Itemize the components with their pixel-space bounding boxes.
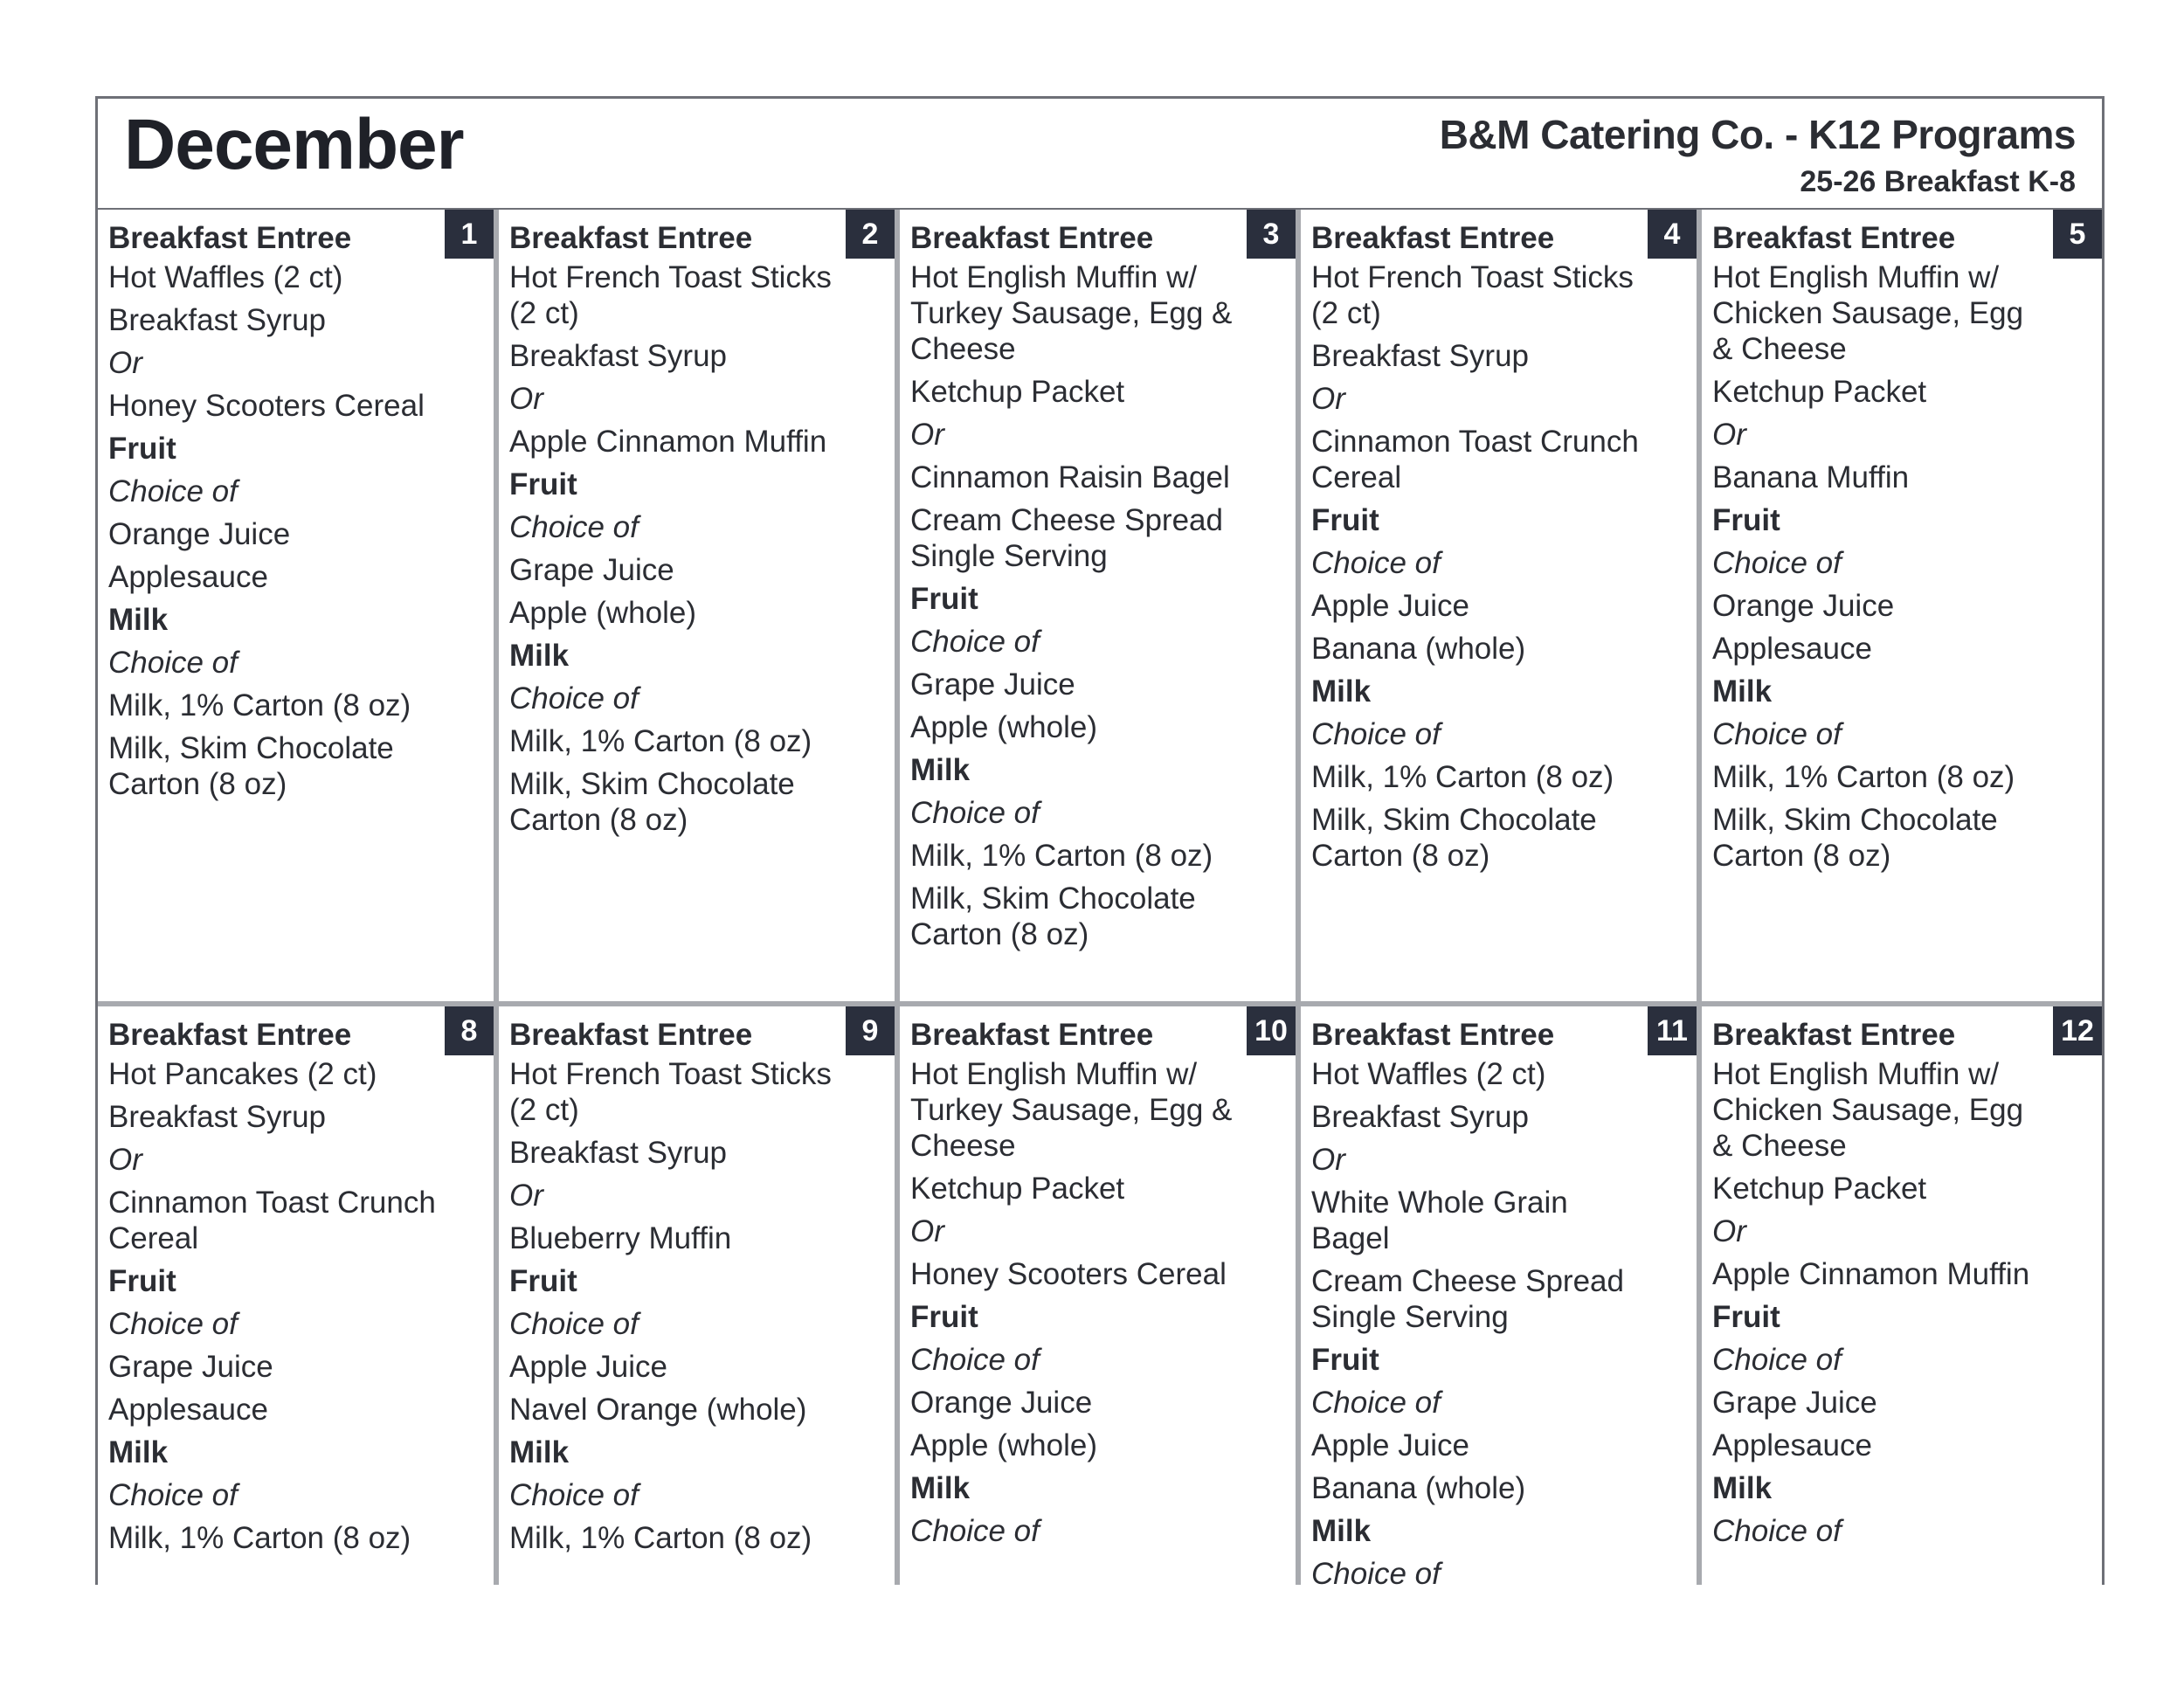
menu-item: Hot English Muffin w/ Turkey Sausage, Egg & Cheese [910,1057,1233,1163]
menu-item: Applesauce [1712,1428,1872,1462]
menu-item: Ketchup Packet [1712,375,1927,409]
day-number-badge: 10 [1247,1006,1296,1055]
menu-item: Applesauce [108,560,268,594]
day-cell [499,1006,900,1585]
menu-item: Breakfast Syrup [1311,339,1529,373]
menu-item: Milk, Skim Chocolate Carton (8 oz) [910,882,1196,951]
section-heading-entree: Breakfast Entree [1311,221,1555,255]
section-heading-entree: Breakfast Entree [509,1018,753,1052]
menu-item: Hot Waffles (2 ct) [108,260,343,294]
menu-item: Hot French Toast Sticks (2 ct) [509,1057,832,1127]
menu-item: White Whole Grain Bagel [1311,1186,1568,1255]
menu-item: Breakfast Syrup [108,1100,326,1134]
section-heading: Milk [910,753,971,787]
section-heading: Fruit [1311,503,1379,537]
menu-note: Choice of [1712,717,1842,751]
day-cell [900,1006,1301,1585]
section-heading-entree: Breakfast Entree [1712,221,1956,255]
section-heading: Fruit [910,582,978,616]
menu-note: Or [1311,1143,1345,1177]
menu-item: Apple Juice [1311,1428,1469,1462]
section-heading: Milk [1311,674,1372,709]
menu-item: Hot French Toast Sticks (2 ct) [509,260,832,330]
menu-note: Choice of [509,1307,639,1341]
menu-note: Choice of [1311,717,1441,751]
organization-name: B&M Catering Co. - K12 Programs [1439,112,2076,157]
menu-item: Applesauce [108,1393,268,1427]
menu-item: Milk, 1% Carton (8 oz) [108,1521,411,1555]
day-cell [1301,1006,1702,1585]
section-heading: Milk [1311,1514,1372,1548]
day-cell [98,210,499,1001]
section-heading: Fruit [108,1264,176,1298]
menu-item: Apple Cinnamon Muffin [509,425,827,459]
section-heading: Fruit [509,1264,577,1298]
menu-item: Cinnamon Toast Crunch Cereal [1311,425,1639,494]
menu-item: Blueberry Muffin [509,1221,732,1255]
menu-item: Honey Scooters Cereal [910,1257,1227,1291]
menu-item: Milk, 1% Carton (8 oz) [108,688,411,723]
menu-note: Or [509,1179,543,1213]
menu-note: Choice of [910,796,1040,830]
day-cell [98,1006,499,1585]
menu-note: Choice of [1712,1514,1842,1548]
menu-note: Choice of [108,1478,238,1512]
menu-note: Choice of [910,625,1040,659]
menu-item: Orange Juice [1712,589,1895,623]
menu-note: Or [1712,418,1746,452]
section-heading: Milk [108,603,169,637]
menu-note: Choice of [910,1514,1040,1548]
menu-note: Choice of [108,1307,238,1341]
menu-item: Milk, 1% Carton (8 oz) [910,839,1213,873]
section-heading: Fruit [910,1300,978,1334]
menu-item: Banana (whole) [1311,1471,1526,1505]
menu-item: Breakfast Syrup [108,303,326,337]
menu-item: Banana Muffin [1712,460,1910,494]
menu-note: Choice of [1311,1386,1441,1420]
menu-note: Choice of [509,681,639,716]
menu-item: Milk, Skim Chocolate Carton (8 oz) [108,731,394,801]
menu-note: Or [910,1214,944,1248]
menu-item: Milk, Skim Chocolate Carton (8 oz) [1712,803,1998,873]
section-heading-entree: Breakfast Entree [910,1018,1154,1052]
section-heading: Milk [509,639,570,673]
menu-item: Apple (whole) [509,596,696,630]
day-cell [1301,210,1702,1001]
menu-item: Hot Pancakes (2 ct) [108,1057,377,1091]
menu-item: Cinnamon Toast Crunch Cereal [108,1186,436,1255]
section-heading: Milk [1712,1471,1773,1505]
menu-item: Apple Juice [1311,589,1469,623]
menu-note: Or [1712,1214,1746,1248]
menu-note: Or [509,382,543,416]
menu-calendar [95,96,2105,1585]
section-heading-entree: Breakfast Entree [1712,1018,1956,1052]
section-heading: Fruit [108,432,176,466]
day-number-badge: 4 [1648,210,1697,259]
menu-item: Banana (whole) [1311,632,1526,666]
day-number-badge: 11 [1648,1006,1697,1055]
day-number-badge: 1 [445,210,494,259]
section-heading: Milk [910,1471,971,1505]
menu-item: Navel Orange (whole) [509,1393,807,1427]
menu-item: Apple (whole) [910,710,1097,744]
menu-item: Ketchup Packet [910,1172,1125,1206]
day-cell [900,210,1301,1001]
menu-note: Choice of [509,1478,639,1512]
menu-item: Grape Juice [509,553,674,587]
menu-item: Apple Juice [509,1350,667,1384]
section-heading: Milk [108,1435,169,1469]
menu-item: Cream Cheese Spread Single Serving [1311,1264,1624,1334]
menu-note: Choice of [1311,546,1441,580]
menu-item: Grape Juice [1712,1386,1877,1420]
section-heading: Fruit [509,467,577,501]
menu-item: Hot Waffles (2 ct) [1311,1057,1546,1091]
section-heading: Fruit [1712,1300,1780,1334]
section-heading: Fruit [1311,1343,1379,1377]
menu-item: Hot French Toast Sticks (2 ct) [1311,260,1634,330]
menu-item: Milk, 1% Carton (8 oz) [509,724,812,758]
menu-item: Milk, Skim Chocolate Carton (8 oz) [1311,803,1597,873]
menu-item: Milk, Skim Chocolate Carton (8 oz) [509,767,795,837]
day-number-badge: 2 [846,210,895,259]
menu-item: Hot English Muffin w/ Chicken Sausage, Egg & Cheese [1712,260,2024,366]
menu-item: Ketchup Packet [1712,1172,1927,1206]
day-cell [1702,1006,2102,1585]
section-heading-entree: Breakfast Entree [108,221,352,255]
menu-item: Applesauce [1712,632,1872,666]
day-number-badge: 5 [2053,210,2102,259]
menu-item: Hot English Muffin w/ Chicken Sausage, Egg & Cheese [1712,1057,2024,1163]
menu-note: Choice of [1311,1557,1441,1585]
menu-item: Cream Cheese Spread Single Serving [910,503,1223,573]
menu-note: Choice of [509,510,639,544]
menu-item: Milk, 1% Carton (8 oz) [509,1521,812,1555]
menu-item: Breakfast Syrup [509,1136,727,1170]
menu-note: Choice of [1712,546,1842,580]
menu-note: Or [108,346,142,380]
menu-item: Ketchup Packet [910,375,1125,409]
section-heading: Fruit [1712,503,1780,537]
section-heading-entree: Breakfast Entree [910,221,1154,255]
section-heading-entree: Breakfast Entree [1311,1018,1555,1052]
section-heading-entree: Breakfast Entree [108,1018,352,1052]
menu-item: Cinnamon Raisin Bagel [910,460,1230,494]
menu-note: Or [910,418,944,452]
menu-item: Milk, 1% Carton (8 oz) [1311,760,1614,794]
menu-note: Choice of [108,646,238,680]
section-heading-entree: Breakfast Entree [509,221,753,255]
calendar-header [98,99,2102,210]
menu-item: Grape Juice [910,667,1075,702]
menu-note: Choice of [108,474,238,508]
day-cell [1702,210,2102,1001]
menu-item: Breakfast Syrup [509,339,727,373]
day-number-badge: 3 [1247,210,1296,259]
menu-note: Choice of [1712,1343,1842,1377]
menu-item: Grape Juice [108,1350,273,1384]
day-number-badge: 9 [846,1006,895,1055]
week-row [98,1006,2102,1585]
menu-note: Or [1311,382,1345,416]
menu-note: Or [108,1143,142,1177]
section-heading: Milk [1712,674,1773,709]
menu-item: Orange Juice [108,517,291,551]
section-heading: Milk [509,1435,570,1469]
menu-item: Apple Cinnamon Muffin [1712,1257,2030,1291]
day-number-badge: 12 [2053,1006,2102,1055]
menu-item: Breakfast Syrup [1311,1100,1529,1134]
menu-item: Honey Scooters Cereal [108,389,425,423]
menu-item: Hot English Muffin w/ Turkey Sausage, Egg & Cheese [910,260,1233,366]
menu-item: Apple (whole) [910,1428,1097,1462]
week-row [98,210,2102,1006]
day-cell [499,210,900,1001]
menu-note: Choice of [910,1343,1040,1377]
program-name: 25-26 Breakfast K-8 [1800,165,2076,198]
day-number-badge: 8 [445,1006,494,1055]
menu-item: Orange Juice [910,1386,1093,1420]
month-title: December [124,105,464,184]
menu-item: Milk, 1% Carton (8 oz) [1712,760,2015,794]
